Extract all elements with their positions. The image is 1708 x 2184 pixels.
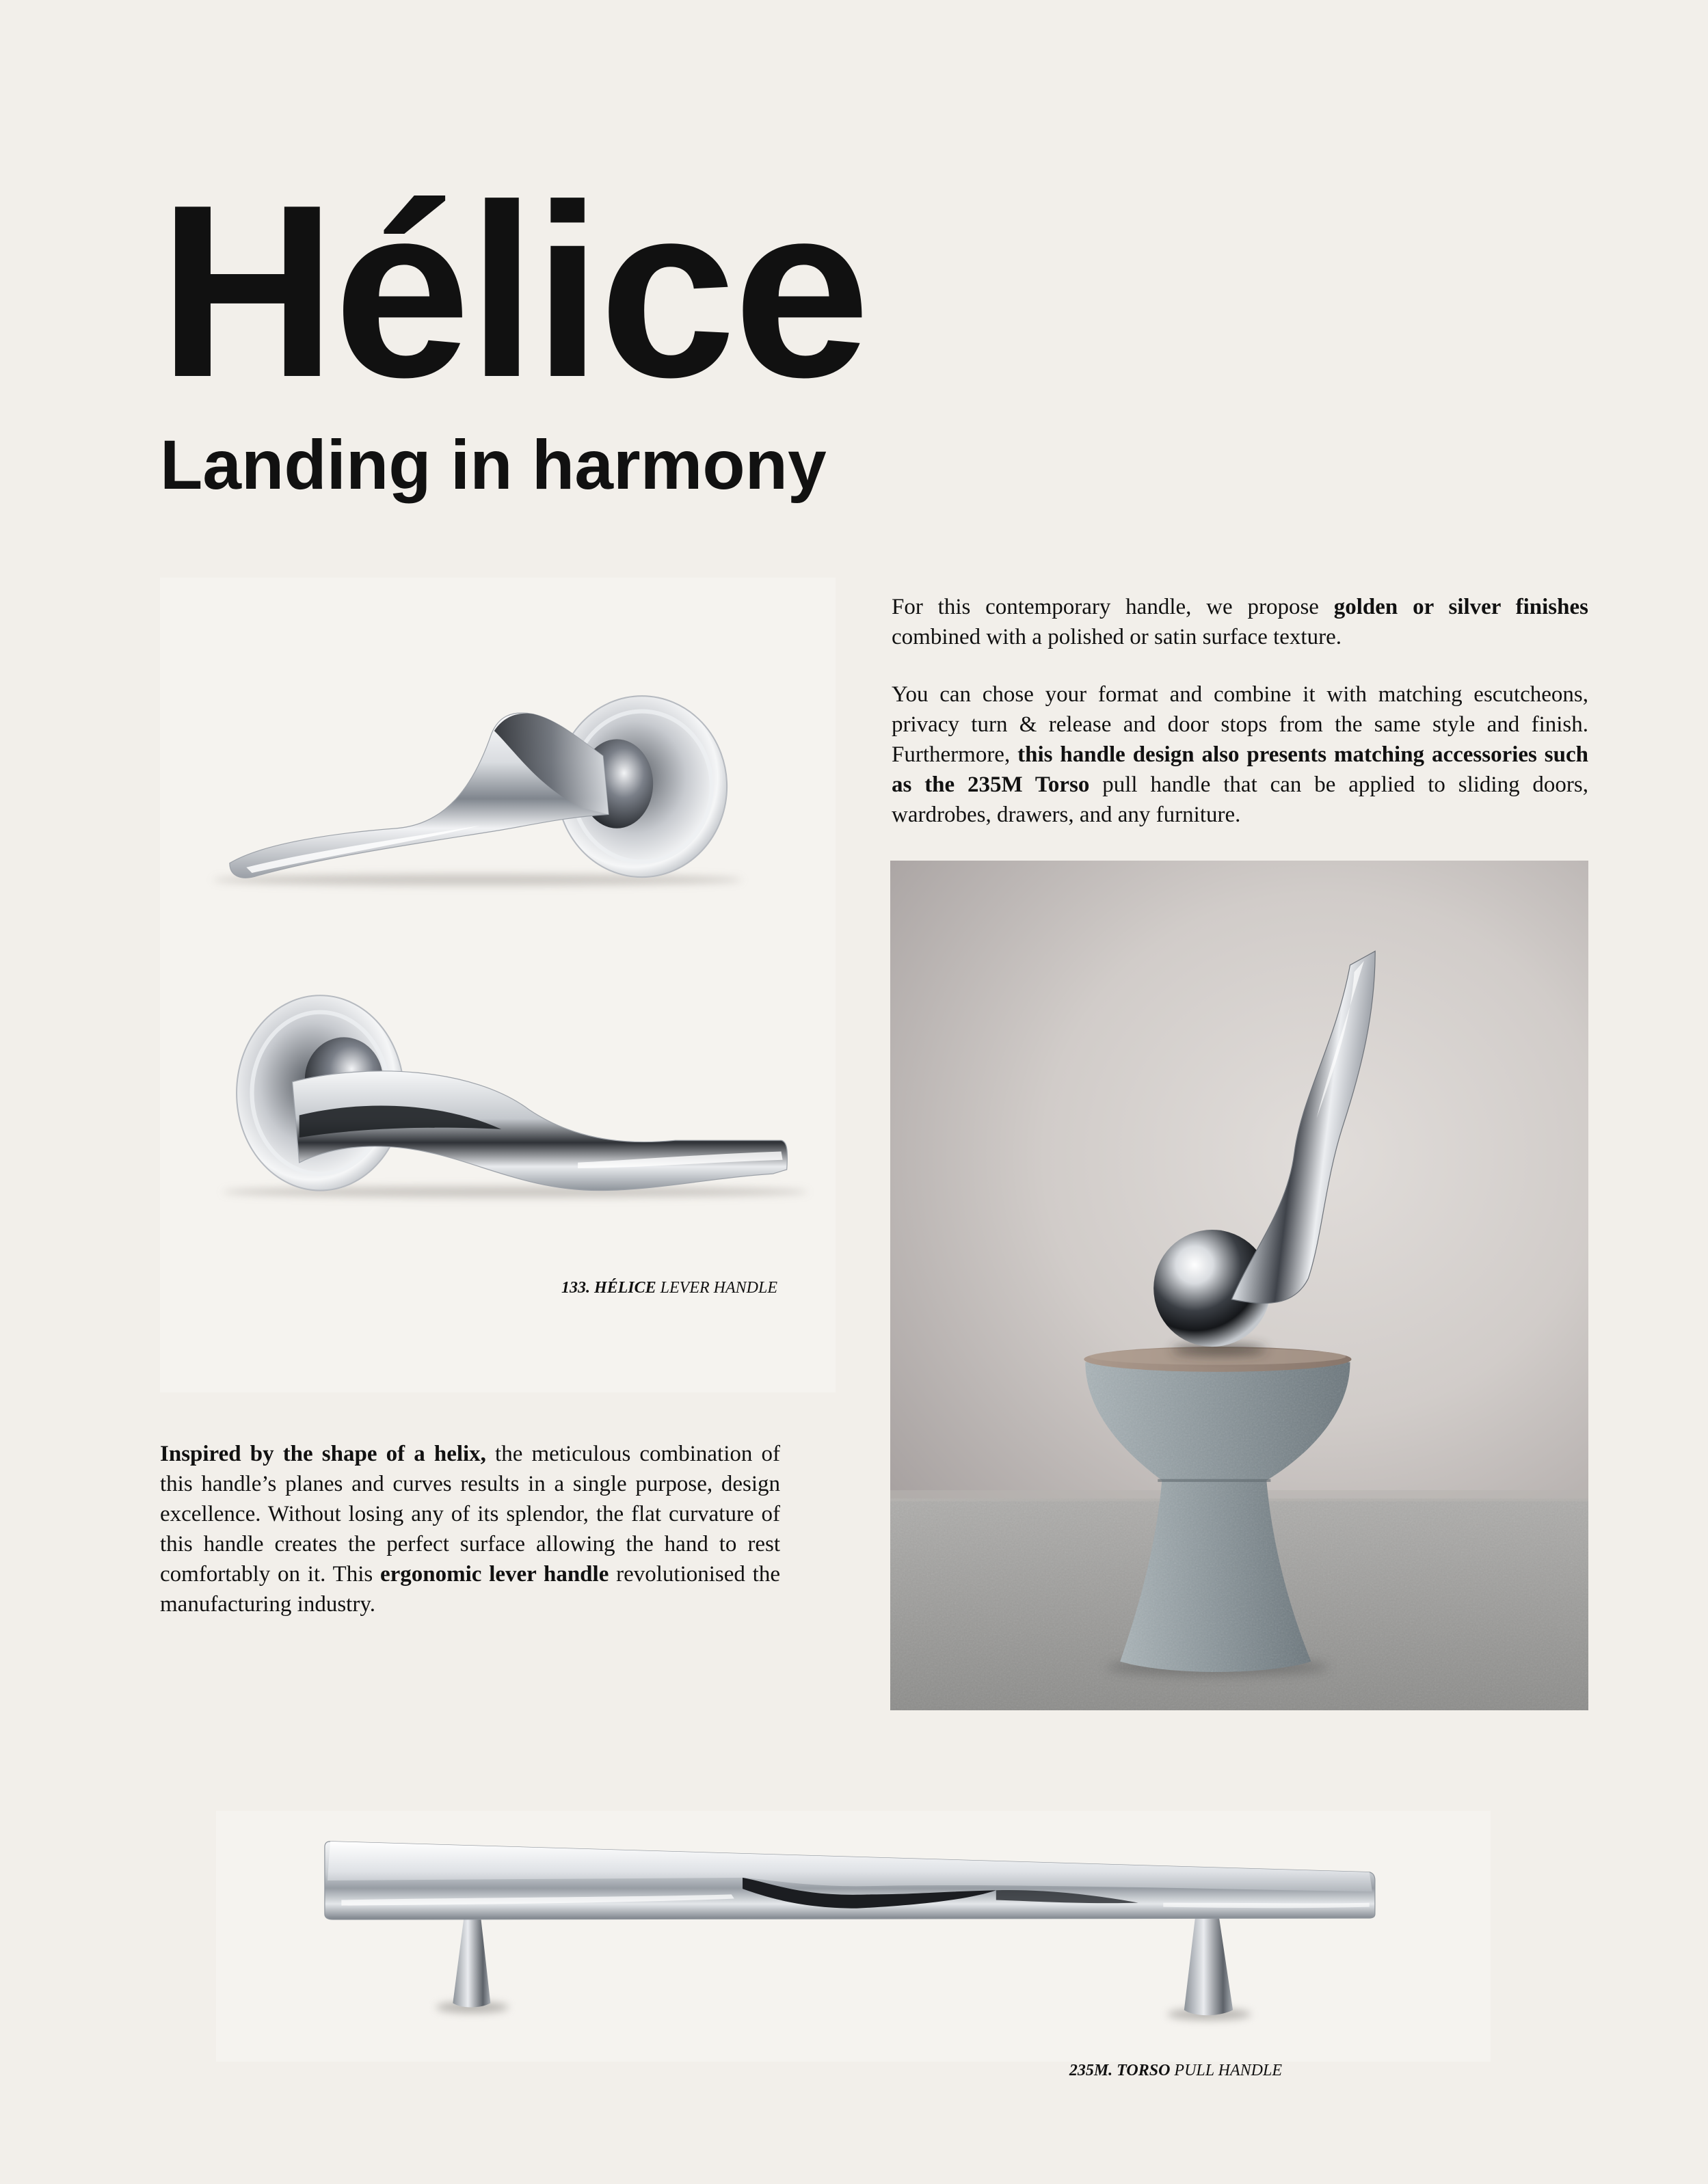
lever-handle-caption xyxy=(561,1278,777,1297)
pull-handle-caption xyxy=(1069,2061,1282,2080)
intro-highlight: golden or silver finishes xyxy=(1333,595,1588,619)
intro-text: combined with a polished or satin surface texture. xyxy=(892,625,1342,649)
pull-handle-code: 235M. TORSO xyxy=(1069,2062,1171,2079)
description-highlight: Inspired by the shape of a helix, xyxy=(160,1442,486,1466)
description-text: the meticulous combination of this handle’s planes and curves results in a single purpose, design excellence. Without losing any of its splendor, the flat curvature of this handle creates the perfect surface allowing the hand to rest comfortably on it. This xyxy=(160,1442,780,1587)
page-subtitle: Landing in harmony xyxy=(160,426,827,504)
page-title: Hélice xyxy=(159,154,868,429)
description-text: revolutionised the manufacturing industry. xyxy=(160,1562,780,1617)
intro-highlight: this handle design also presents matching accessories such as the 235M Torso xyxy=(892,742,1589,797)
intro-text: pull handle that can be applied to sliding doors, wardrobes, drawers, and any furniture. xyxy=(892,772,1588,827)
pull-handle-label: PULL HANDLE xyxy=(1174,2062,1282,2079)
sculpture-photo xyxy=(890,861,1588,1710)
intro-text: For this contemporary handle, we propose xyxy=(892,595,1334,619)
intro-paragraph-2 xyxy=(892,679,1588,830)
intro-paragraph-1 xyxy=(892,592,1588,652)
lever-handle-label: LEVER HANDLE xyxy=(660,1279,777,1297)
intro-text: You can chose your format and combine it with matching escutcheons, privacy turn & release and door stops from the same style and finish. Furthermore, xyxy=(892,682,1588,767)
description-paragraph xyxy=(160,1439,780,1619)
description-highlight: ergonomic lever handle xyxy=(379,1562,609,1587)
lever-handle-code: 133. HÉLICE xyxy=(561,1279,656,1297)
pull-handle-photo xyxy=(216,1811,1491,2062)
lever-panel-background xyxy=(160,578,836,1392)
lever-handle-photos xyxy=(160,578,836,1392)
